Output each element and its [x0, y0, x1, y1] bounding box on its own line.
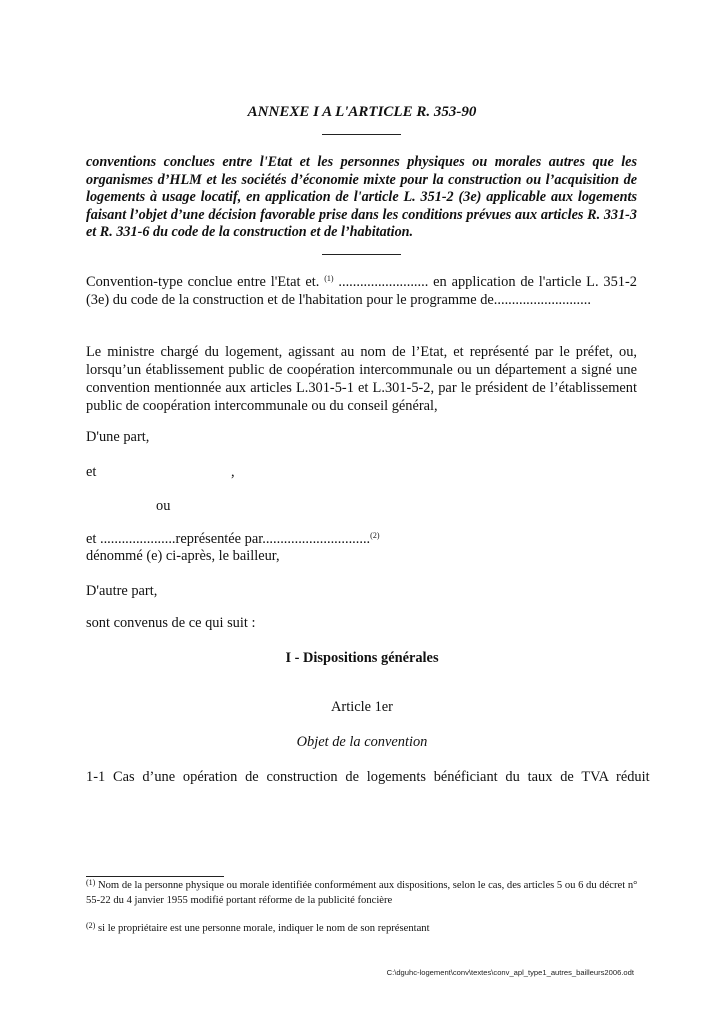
- section-heading: I - Dispositions générales: [285, 650, 439, 666]
- convention-paragraph: [86, 273, 637, 309]
- dautre-part: D'autre part,: [86, 583, 158, 599]
- intro-separator: [322, 254, 401, 255]
- file-path: C:\dguhc-logement\conv\textes\conv_apl_type1_autres_bailleurs2006.odt: [386, 968, 634, 977]
- footnote-1-text: Nom de la personne physique ou morale identifiée conformément aux dispositions, selon le cas, des articles 5 ou 6 du décret n° 55-22 du 4 janvier 1955 modifié portant réforme de la publicité foncière: [86, 880, 638, 906]
- footnote-2: [86, 922, 646, 937]
- dune-part: D'une part,: [86, 429, 150, 445]
- intro-paragraph: conventions conclues entre l'Etat et les personnes physiques ou morales autres que les organismes d’HLM et les sociétés d’économie mixte pour la construction ou l’acquisition de logements à usage locatif, en application de l'article L. 351-2 (3e) applicable aux logements faisant l’objet d’une décision favorable prise dans les conditions prévues aux articles R. 331-3 et R. 331-6 du code de la construction et de l’habitation.: [86, 154, 637, 241]
- et-line-1: et: [86, 464, 97, 480]
- footnote-2-text: si le propriétaire est une personne morale, indiquer le nom de son représentant: [95, 923, 430, 934]
- ou-line: ou: [156, 498, 171, 514]
- et-line-comma: ,: [231, 464, 235, 480]
- ministre-paragraph: Le ministre chargé du logement, agissant au nom de l’Etat, et représenté par le préfet, ou, lorsqu’un établissement public de coopération intercommunale ou un département a signé une convention mentionnée aux articles L.301-5-1 et L.301-5-2, par le président de l’établissement public de coopération intercommunale ou du conseil général,: [86, 344, 637, 414]
- footnote-ref-1: (1): [324, 274, 334, 283]
- bailleur-line: dénommé (e) ci-après, le bailleur,: [86, 548, 280, 564]
- footnote-separator: [86, 876, 224, 877]
- annex-title: ANNEXE I A L'ARTICLE R. 353-90: [247, 104, 477, 120]
- footnote-1: [86, 879, 646, 908]
- title-underline: [322, 134, 401, 135]
- et-represented-by: et .....................représentée par..............................: [86, 531, 371, 547]
- article-title: Article 1er: [331, 699, 393, 715]
- convention-text-start: Convention-type conclue entre l'Etat et.: [86, 274, 320, 290]
- et-line-2: [86, 530, 637, 548]
- convention-text-end: ......................... en application de l'article L. 351-2 (3e) du code de la construction et de l'habitation pour le programme de...........................: [86, 274, 637, 308]
- article-subtitle: Objet de la convention: [296, 734, 428, 750]
- clause-1-1-text: 1-1 Cas d’une opération de construction de logements bénéficiant du taux de TVA réduit: [86, 769, 650, 785]
- footnote-ref-2: (2): [370, 531, 380, 540]
- sont-convenus: sont convenus de ce qui suit :: [86, 615, 256, 631]
- footnote-2-ref: (2): [86, 921, 96, 930]
- footnote-1-ref: (1): [86, 878, 96, 887]
- clause-1-1: [86, 768, 650, 786]
